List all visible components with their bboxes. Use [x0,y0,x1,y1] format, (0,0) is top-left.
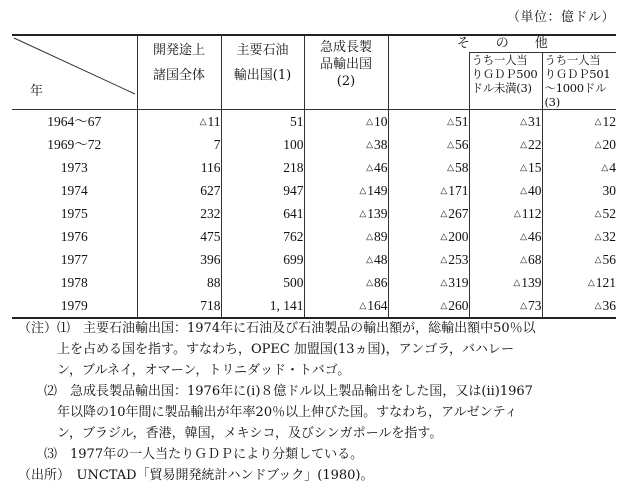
year-cell: 1979 [12,294,137,318]
value: 31 [528,114,542,129]
negative-marker: △ [440,254,448,264]
year-cell: 1977 [60,252,88,267]
value: 30 [602,183,617,198]
negative-marker: △ [594,254,602,264]
value: 139 [367,206,388,221]
year-cell: 1969～72 [47,137,102,152]
header-sub2-l2: りＧＤＰ501 [544,67,611,81]
value: 171 [448,183,469,198]
value: 627 [200,183,221,198]
table-row [12,271,616,294]
value: 52 [602,206,617,221]
header-row [12,35,616,53]
negative-marker: △ [447,162,454,172]
header-sub1-l1: うち一人当 [471,53,528,67]
other-cell [388,110,469,134]
negative-marker: △ [520,162,527,172]
note-line: ⑶ 1977年の一人当たりＧＤＰにより分類している。 [18,447,364,462]
header-year: 年 [30,84,44,99]
negative-marker: △ [359,208,367,218]
header-all-l1: 開発途上 [152,43,205,58]
negative-marker: △ [440,208,448,218]
all-cell [137,294,221,318]
mfg-cell [304,248,388,271]
negative-marker: △ [440,231,448,241]
value: 20 [602,137,617,152]
value: 56 [602,252,617,267]
negative-marker: △ [447,139,454,149]
note-line: ン，ブラジル，香港，韓国，メキシコ，及びシンガポールを指す。 [18,426,443,441]
mfg-cell [304,271,388,294]
value: 121 [595,275,617,290]
note-line: ン，ブルネイ，オマーン，トリニダッド・トバゴ。 [18,363,351,378]
value: 396 [200,252,221,267]
negative-marker: △ [447,116,454,126]
corner-header [12,35,137,110]
negative-marker: △ [440,185,448,195]
all-cell [137,133,221,156]
value: 51 [455,114,469,129]
negative-marker: △ [359,300,367,310]
table-row [12,156,616,179]
negative-marker: △ [594,300,602,310]
mfg-cell [304,294,388,318]
value: 56 [455,137,469,152]
mfg-cell [304,225,388,248]
sub2-cell [542,133,616,156]
header-sub1 [469,53,542,110]
header-all [137,35,221,110]
header-mfg-l1: 急成長製 [319,40,372,55]
header-mfg-l2: 品輸出国 [319,57,372,72]
sub1-cell [469,294,542,318]
other-cell [388,179,469,202]
negative-marker: △ [594,139,602,149]
negative-marker: △ [520,254,527,264]
mfg-cell [304,133,388,156]
sub1-cell [469,133,542,156]
value: 7 [213,137,221,152]
header-mfg [304,35,388,110]
other-cell [388,156,469,179]
table-row [12,248,616,271]
sub1-cell [469,110,542,134]
header-mfg-l3: (2) [336,74,356,89]
value: 718 [200,298,221,313]
value: 253 [448,252,469,267]
negative-marker: △ [440,300,448,310]
other-cell [388,248,469,271]
value: 149 [367,183,388,198]
value: 699 [283,252,304,267]
value: 267 [448,206,469,221]
oil-cell [221,156,304,179]
value: 38 [374,137,388,152]
other-cell [388,225,469,248]
negative-marker: △ [366,277,373,287]
all-cell [137,156,221,179]
header-other-main [388,53,469,110]
table-row [12,110,616,134]
sub1-cell [469,179,542,202]
other-cell [388,294,469,318]
header-other: そ の 他 [388,35,616,53]
oil-cell [221,133,304,156]
sub1-cell [469,248,542,271]
negative-marker: △ [366,162,373,172]
value: 232 [200,206,221,221]
all-cell [137,110,221,134]
sub2-cell [542,225,616,248]
other-cell [388,133,469,156]
value: 4 [609,160,617,175]
year-cell: 1976 [60,229,88,244]
value: 500 [283,275,304,290]
notes [18,318,618,486]
sub2-cell [542,271,616,294]
all-cell [137,248,221,271]
oil-cell [221,179,304,202]
all-cell [137,179,221,202]
value: 89 [374,229,388,244]
value: 68 [528,252,542,267]
year-cell: 1974 [60,183,88,198]
negative-marker: △ [513,208,521,218]
sub2-cell [542,248,616,271]
value: 164 [367,298,388,313]
sub2-cell [542,110,616,134]
table-row [12,179,616,202]
value: 46 [528,229,542,244]
note-line: （出所） UNCTAD「貿易開発統計ハンドブック」(1980)。 [18,468,374,483]
negative-marker: △ [594,116,602,126]
negative-marker: △ [199,116,207,126]
mfg-cell [304,179,388,202]
header-all-l2: 諸国全体 [152,68,205,83]
value: 947 [283,183,304,198]
sub2-cell [542,179,616,202]
mfg-cell [304,156,388,179]
negative-marker: △ [520,185,527,195]
other-cell [388,271,469,294]
table-row [12,294,616,318]
header-sub1-l3: ドル未満(3) [471,81,532,95]
negative-marker: △ [440,277,448,287]
sub1-cell [469,271,542,294]
note-line: ⑵ 急成長製品輸出国：1976年に(i)８億ドル以上製品輸出をした国，又は(ii)1967 [18,384,533,399]
value: 260 [448,298,469,313]
negative-marker: △ [366,139,373,149]
value: 112 [521,206,542,221]
table-row [12,225,616,248]
value: 11 [207,114,221,129]
oil-cell [221,202,304,225]
negative-marker: △ [359,185,367,195]
data-table [12,34,616,319]
negative-marker: △ [513,277,521,287]
table-body [12,110,616,319]
value: 12 [602,114,617,129]
negative-marker: △ [520,139,527,149]
value: 73 [528,298,542,313]
value: 319 [448,275,469,290]
negative-marker: △ [366,116,373,126]
year-cell: 1975 [60,206,88,221]
all-cell [137,202,221,225]
oil-cell [221,294,304,318]
header-sub2 [542,53,616,110]
sub1-cell [469,156,542,179]
negative-marker: △ [520,231,527,241]
value: 51 [290,114,304,129]
table-row [12,202,616,225]
all-cell [137,225,221,248]
value: 139 [521,275,542,290]
all-cell [137,271,221,294]
header-oil [221,35,304,110]
value: 641 [283,206,304,221]
sub2-cell [542,294,616,318]
value: 40 [528,183,542,198]
sub2-cell [542,202,616,225]
note-line: 年以降の10年間に製品輸出が年率20％以上伸びた国。すなわち，アルゼンティ [18,405,518,420]
value: 15 [528,160,542,175]
value: 46 [374,160,388,175]
oil-cell [221,225,304,248]
sub1-cell [469,202,542,225]
negative-marker: △ [587,277,595,287]
header-sub2-l1: うち一人当 [544,53,601,67]
value: 100 [283,137,304,152]
negative-marker: △ [520,116,527,126]
value: 86 [374,275,388,290]
table-row [12,133,616,156]
oil-cell [221,110,304,134]
year-cell: 1964～67 [12,110,137,134]
negative-marker: △ [601,162,609,172]
year-cell: 1978 [60,275,88,290]
value: 48 [374,252,388,267]
header-sub2-l3: ～1000ドル(3) [544,81,607,109]
sub2-cell [542,156,616,179]
negative-marker: △ [366,231,373,241]
negative-marker: △ [594,231,602,241]
value: 36 [602,298,617,313]
note-line: 上を占める国を指す。すなわち，OPEC 加盟国(13ヵ国)，アンゴラ，バハレー [18,342,515,357]
value: 200 [448,229,469,244]
value: 1, 141 [269,298,304,313]
sub1-cell [469,225,542,248]
negative-marker: △ [594,208,602,218]
value: 762 [283,229,304,244]
other-cell [388,202,469,225]
note-line: （注）⑴ 主要石油輸出国：1974年に石油及び石油製品の輸出額が，総輸出額中50％以 [18,321,536,336]
oil-cell [221,248,304,271]
value: 32 [602,229,617,244]
value: 10 [374,114,388,129]
value: 475 [200,229,221,244]
mfg-cell [304,202,388,225]
header-oil-l1: 主要石油 [236,43,289,58]
negative-marker: △ [366,254,373,264]
value: 88 [207,275,221,290]
negative-marker: △ [520,300,527,310]
unit-label: （単位：億ドル） [506,10,615,25]
value: 116 [200,160,221,175]
value: 58 [455,160,469,175]
header-sub1-l2: りＧＤＰ500 [471,67,538,81]
mfg-cell [304,110,388,134]
year-cell: 1973 [60,160,88,175]
value: 218 [283,160,304,175]
value: 22 [528,137,542,152]
oil-cell [221,271,304,294]
header-oil-l2: 輸出国(1) [233,68,292,83]
